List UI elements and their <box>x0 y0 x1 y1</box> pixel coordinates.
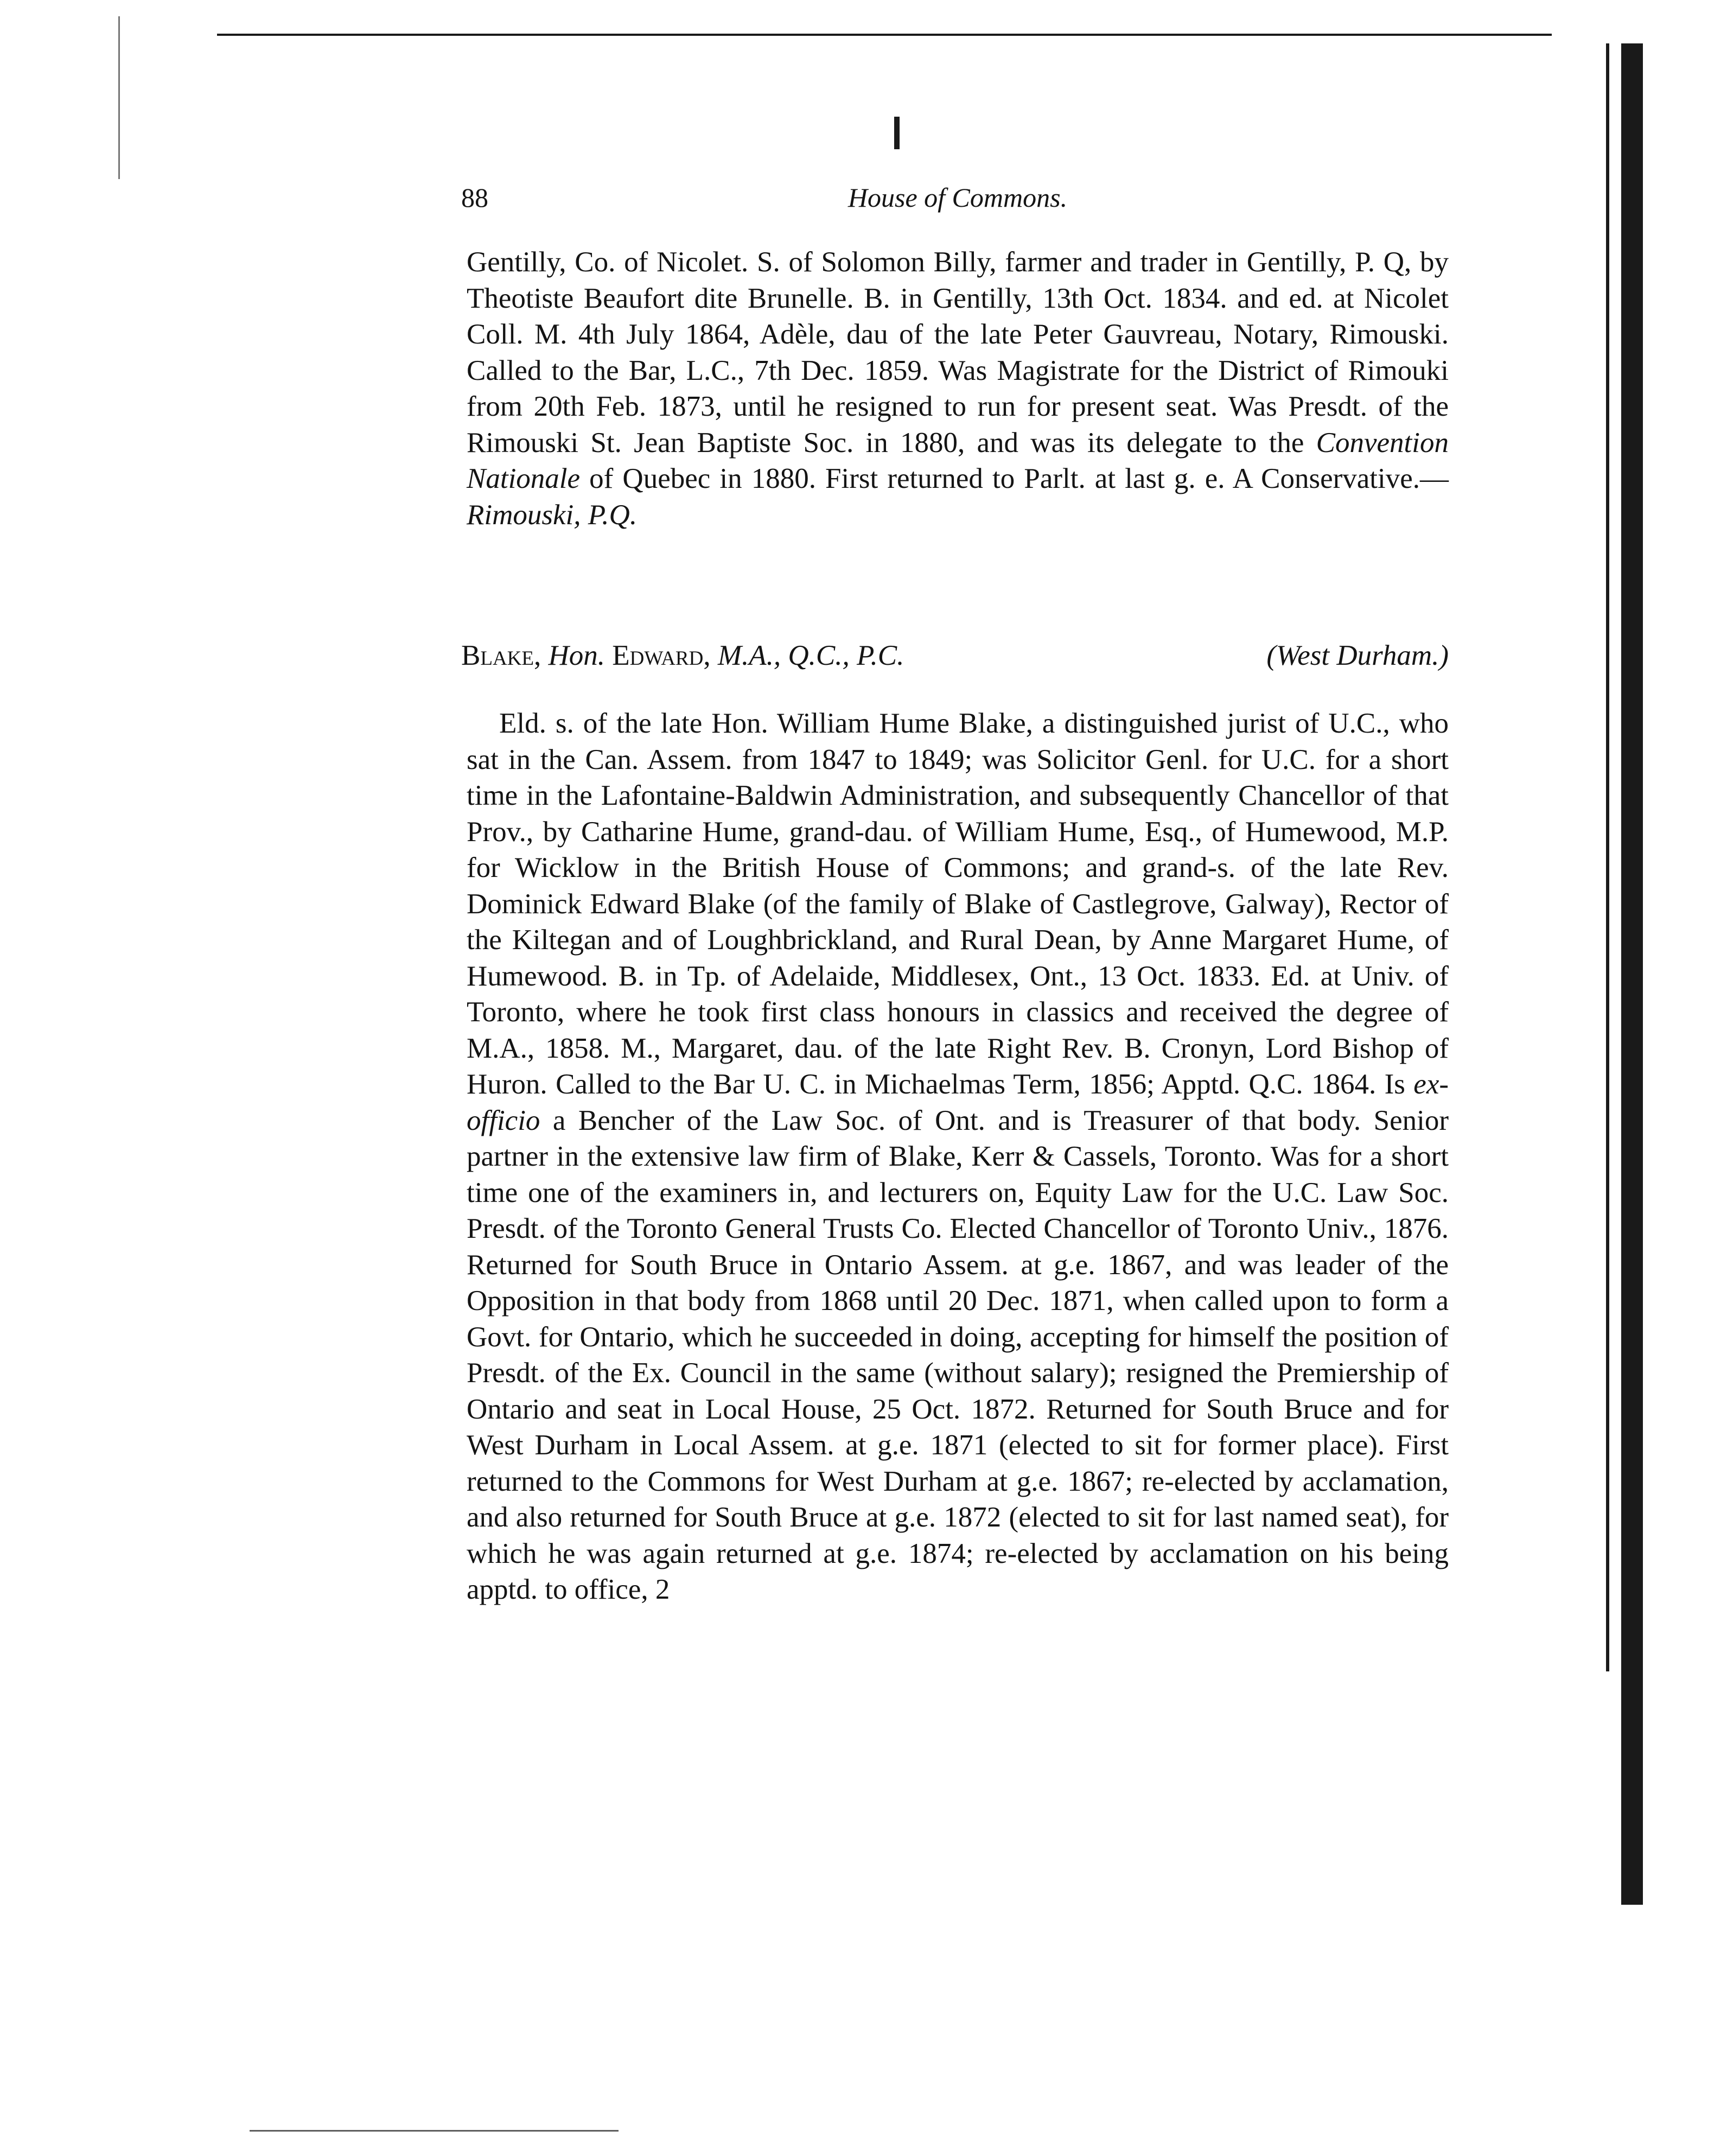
biography-text-1: Eld. s. of the late Hon. William Hume Blake, a distinguished jurist of U.C., who sat in the Can. Assem. from 1847 to 1849; was Solicitor Genl. for U.C. for a short time in the Lafontaine-Baldwin Administration, and subsequently Chancellor of that Prov., by Catharine Hume, grand-dau. of William Hume, Esq., of Humewood, M.P. for Wicklow in the British House of Commons; and grand-s. of the late Rev. Dominick Edward Blake (of the family of Blake of Castlegrove, Galway), Rector of the Kiltegan and of Loughbrickland, and Rural Dean, by Anne Margaret Hume, of Humewood. B. in Tp. of Adelaide, Middlesex, Ont., 13 Oct. 1833. Ed. at Univ. of Toronto, where he took first class honours in classics and received the degree of M.A., 1858. M., Margaret, dau. of the late Right Rev. B. Cronyn, Lord Bishop of Huron. Called to the Bar U. C. in Michaelmas Term, 1856; Apptd. Q.C. 1864. Is <box>467 708 1449 1100</box>
left-binding-edge <box>118 16 120 179</box>
right-binding-edge <box>1621 43 1643 1905</box>
biography-text-2: a Bencher of the Law Soc. of Ont. and is Treasurer of that body. Senior partner in the extensive law firm of Blake, Kerr & Cassels, Toronto. Was for a short time one of the examiners in, and lecturers on, Equity Law for the U.C. Law Soc. Presdt. of the Toronto General Trusts Co. Elected Chancellor of Toronto Univ., 1876. Returned for South Bruce in Ontario Assem. at g.e. 1867, and was leader of the Opposition in that body from 1868 until 20 Dec. 1871, when called upon to form a Govt. for Ontario, which he succeeded in doing, accepting for himself the position of Presdt. of the Ex. Council in the same (without salary); resigned the Premiership of Ontario and seat in Local House, 25 Oct. 1872. Returned for South Bruce and for West Durham in Local Assem. at g.e. 1871 (elected to sit for former place). First returned to the Commons for West Durham at g.e. 1867; re-elected by acclamation, and also returned for South Bruce at g.e. 1872 (elected to sit for last named seat), for which he was again returned at g.e. 1874; re-elected by acclamation on his being apptd. to office, 2 <box>467 1104 1449 1605</box>
continued-entry-paragraph <box>467 244 1449 533</box>
right-binding-edge-thin <box>1606 43 1609 1671</box>
entry-given-name: Edward <box>612 640 704 671</box>
top-ink-mark <box>894 117 900 149</box>
biography-italic-1: ex-officio <box>467 1069 1449 1136</box>
entry-title: Hon. <box>548 640 606 671</box>
entry-degrees: M.A., Q.C., P.C. <box>717 640 904 671</box>
top-rule <box>217 34 1552 36</box>
running-title: House of Commons. <box>847 182 1068 213</box>
biography-paragraph <box>467 705 1449 1608</box>
bottom-rule <box>250 2130 619 2132</box>
continued-entry-text: Gentilly, Co. of Nicolet. S. of Solomon Billy, farmer and trader in Gentilly, P. Q, by Theotiste Beaufort dite Brunelle. B. in Gentilly, 13th Oct. 1834. and ed. at Nicolet Coll. M. 4th July 1864, Adèle, dau of the late Peter Gauvreau, Notary, Rimouski. Called to the Bar, L.C., 7th Dec. 1859. Was Magistrate for the District of Rimouki from 20th Feb. 1873, until he resigned to run for present seat. Was Presdt. of the Rimouski St. Jean Baptiste Soc. in 1880, and was its delegate to the <box>467 246 1449 459</box>
continued-entry-italic: Convention Nationale <box>467 427 1449 494</box>
continued-entry <box>467 244 1449 533</box>
entry-biography <box>467 705 1449 1608</box>
continued-entry-residence: Rimouski, P.Q. <box>467 499 638 531</box>
entry-heading: Blake, Hon. Edward, M.A., Q.C., P.C. (West Durham.) <box>461 638 1449 673</box>
entry-surname: Blake <box>461 640 534 671</box>
page-number: 88 <box>461 182 488 213</box>
running-head <box>461 176 1454 225</box>
entry-constituency: (West Durham.) <box>1266 640 1449 671</box>
continued-entry-text-cont: of Quebec in 1880. First returned to Parlt. at last g. e. A Conservative.— <box>580 463 1449 494</box>
